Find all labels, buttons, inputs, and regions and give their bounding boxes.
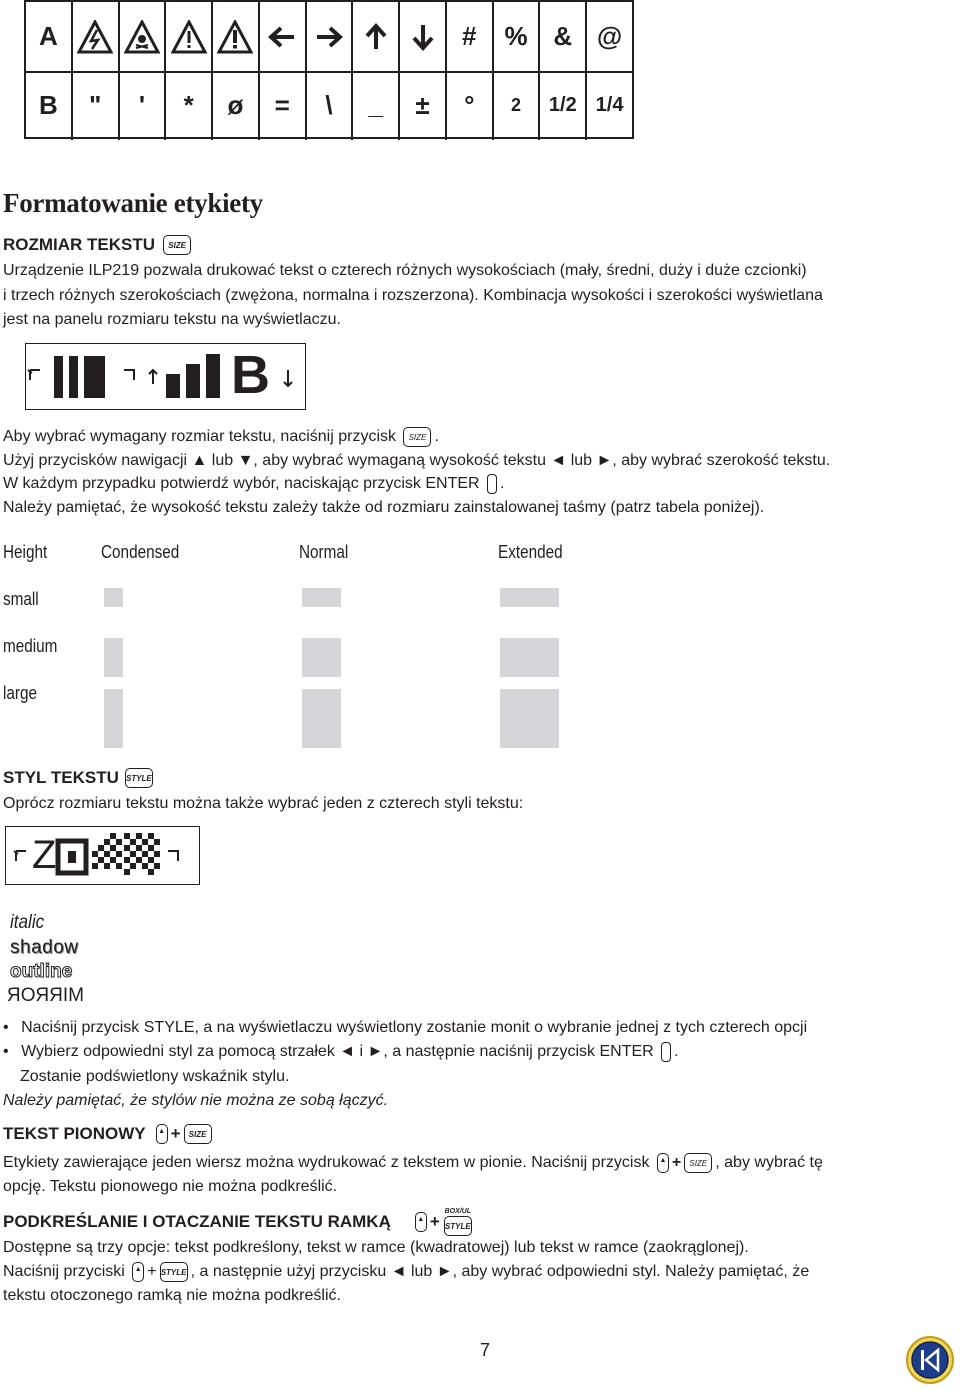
size-section-heading — [3, 235, 194, 255]
sample-medium-extended — [500, 638, 559, 677]
table-header-height: Height — [3, 542, 48, 562]
style-key-icon: STYLE — [444, 1216, 472, 1236]
high-voltage-warning-icon — [73, 2, 120, 71]
symbol-cell: & — [540, 2, 587, 71]
underline-line: Dostępne są trzy opcje: tekst podkreślony, tekst w ramce (kwadratowej) lub tekst w ramce (zaokrąglonej). — [3, 1239, 749, 1256]
table-header-condensed: Condensed — [101, 542, 180, 562]
table-row-medium: medium — [3, 636, 58, 656]
style-section-heading — [3, 768, 156, 788]
underline-line: tekstu otoczonego ramką nie można podkreślić. — [3, 1287, 341, 1304]
bullet-dot: • — [3, 1043, 9, 1060]
size-lcd-display — [25, 343, 306, 410]
sample-medium-condensed — [104, 638, 123, 677]
style-key-icon: STYLE — [160, 1262, 188, 1282]
symbol-cell: ± — [400, 71, 447, 140]
symbol-row-2 — [26, 71, 632, 140]
lcd-letter: Z — [32, 833, 57, 877]
shift-key-icon: ▲ — [132, 1262, 144, 1282]
plus-sign: + — [671, 1154, 682, 1171]
size-instruction-line — [3, 472, 505, 496]
sample-large-condensed — [104, 689, 123, 748]
warning-icon — [166, 2, 213, 71]
vertical-text: , aby wybrać tę — [715, 1154, 823, 1171]
arrow-right-icon — [307, 2, 354, 71]
bullet-text: Wybierz odpowiedni styl za pomocą strzałek ◄ i ►, a następnie naciśnij przycisk ENTER — [21, 1043, 654, 1060]
symbol-cell: 1/4 — [595, 94, 624, 116]
bullet-item — [3, 1016, 807, 1040]
enter-key-icon — [487, 474, 497, 494]
symbol-cell: = — [260, 71, 307, 140]
size-para-line: Urządzenie ILP219 pozwala drukować tekst o czterech różnych wysokościach (mały, średni, duży i duże czcionki) — [3, 262, 807, 279]
toxic-warning-icon — [120, 2, 167, 71]
instruction-text: . — [500, 475, 505, 492]
shift-key-icon: ▲ — [415, 1212, 427, 1232]
plus-sign: + — [170, 1124, 181, 1143]
back-nav-icon — [905, 1335, 955, 1385]
symbol-cell: 2 — [494, 71, 541, 140]
bullet-text: . — [674, 1043, 679, 1060]
arrow-up-icon — [353, 2, 400, 71]
symbol-cell: ' — [120, 71, 167, 140]
warning-icon-solid — [213, 2, 260, 71]
size-instruction-line: Należy pamiętać, że wysokość tekstu zależy także od rozmiaru zainstalowanej taśmy (patrz tabela poniżej). — [3, 499, 765, 516]
style-italic: italic — [10, 912, 45, 933]
shift-key-icon: ▲ — [657, 1153, 669, 1173]
bullet-dot: • — [3, 1019, 9, 1036]
symbol-row-1 — [26, 2, 632, 73]
sample-large-normal — [302, 689, 341, 748]
underline-section-heading — [3, 1208, 472, 1236]
plus-sign: + — [429, 1212, 440, 1231]
sample-small-condensed — [104, 588, 123, 607]
sample-medium-normal — [302, 638, 341, 677]
plus-sign: + — [147, 1263, 157, 1280]
symbol-cell: B — [26, 71, 73, 140]
symbol-cell: ° — [447, 71, 494, 140]
enter-key-icon — [661, 1042, 671, 1062]
previous-page-button[interactable] — [905, 1335, 955, 1385]
symbol-cell: A — [26, 2, 73, 71]
style-key-icon: STYLE — [125, 768, 153, 788]
vertical-heading-text: TEKST PIONOWY — [3, 1124, 146, 1143]
lcd-letter: B — [231, 345, 270, 405]
size-instruction-line — [3, 425, 439, 449]
shift-key-icon: ▲ — [156, 1124, 168, 1144]
box-ul-key — [444, 1208, 472, 1236]
style-mirror: MIRROR — [6, 985, 84, 1006]
style-intro: Oprócz rozmiaru tekstu można także wybrać jeden z czterech styli tekstu: — [3, 795, 524, 812]
bullet-item — [3, 1040, 679, 1064]
size-para-line: i trzech różnych szerokościach (zwężona, normalna i rozszerzona). Kombinacja wysokości i szerokości wyświetlana — [3, 287, 823, 304]
symbol-cell: ø — [213, 71, 260, 140]
table-header-normal: Normal — [299, 542, 349, 562]
box-ul-label: BOX/UL — [444, 1208, 472, 1215]
symbol-cell: \ — [307, 71, 354, 140]
symbol-table — [24, 0, 634, 139]
size-key-icon: SIZE — [684, 1153, 712, 1173]
symbol-cell: @ — [596, 21, 623, 51]
table-row-small: small — [3, 589, 39, 609]
underline-text: , a następnie użyj przycisku ◄ lub ►, aby wybrać odpowiedni styl. Należy pamiętać, że — [190, 1263, 810, 1280]
page-title: Formatowanie etykiety — [3, 188, 263, 218]
size-key-icon: SIZE — [403, 427, 431, 447]
style-heading-text: STYL TEKSTU — [3, 768, 119, 787]
style-shadow: shadow — [10, 937, 79, 958]
size-key-icon: SIZE — [184, 1124, 212, 1144]
arrow-down-icon — [400, 2, 447, 71]
symbol-cell: % — [494, 2, 541, 71]
instruction-text: Aby wybrać wymagany rozmiar tekstu, naciśnij przycisk — [3, 428, 397, 445]
vertical-text: Etykiety zawierające jeden wiersz można wydrukować z tekstem w pionie. Naciśnij przycisk — [3, 1154, 650, 1171]
instruction-text: . — [434, 428, 439, 445]
sample-small-normal — [302, 588, 341, 607]
size-key-icon: SIZE — [163, 235, 191, 255]
style-outline: outline — [10, 961, 73, 982]
symbol-cell: _ — [353, 71, 400, 140]
underline-text: Naciśnij przyciski — [3, 1263, 125, 1280]
vertical-line — [3, 1151, 823, 1175]
instruction-text: W każdym przypadku potwierdź wybór, naciskając przycisk ENTER — [3, 475, 480, 492]
vertical-line: opcję. Tekstu pionowego nie można podkreślić. — [3, 1178, 338, 1195]
bullet-continuation: Zostanie podświetlony wskaźnik stylu. — [20, 1068, 290, 1085]
bullet-text: Naciśnij przycisk STYLE, a na wyświetlaczu wyświetlony zostanie monit o wybranie jednej z tych czterech opcji — [21, 1019, 808, 1036]
table-row-large: large — [3, 683, 38, 703]
size-heading-text: ROZMIAR TEKSTU — [3, 235, 156, 254]
arrow-left-icon — [260, 2, 307, 71]
page-number: 7 — [480, 1340, 491, 1360]
symbol-cell: 1/2 — [540, 71, 587, 140]
style-lcd-display — [5, 826, 200, 885]
symbol-cell: " — [73, 71, 120, 140]
symbol-cell: # — [447, 2, 494, 71]
sample-small-extended — [500, 588, 559, 607]
size-para-line: jest na panelu rozmiaru tekstu na wyświetlaczu. — [3, 311, 341, 328]
underline-heading-text: PODKREŚLANIE I OTACZANIE TEKSTU RAMKĄ — [3, 1212, 391, 1231]
size-instruction-line: Użyj przycisków nawigacji ▲ lub ▼, aby wybrać wymaganą wysokość tekstu ◄ lub ►, aby wybrać szerokość tekstu. — [3, 452, 831, 469]
vertical-section-heading — [3, 1124, 215, 1144]
table-header-extended: Extended — [498, 542, 563, 562]
symbol-cell: * — [166, 71, 213, 140]
underline-line — [3, 1260, 809, 1284]
style-note: Należy pamiętać, że stylów nie można ze sobą łączyć. — [3, 1092, 389, 1109]
sample-large-extended — [500, 689, 559, 748]
